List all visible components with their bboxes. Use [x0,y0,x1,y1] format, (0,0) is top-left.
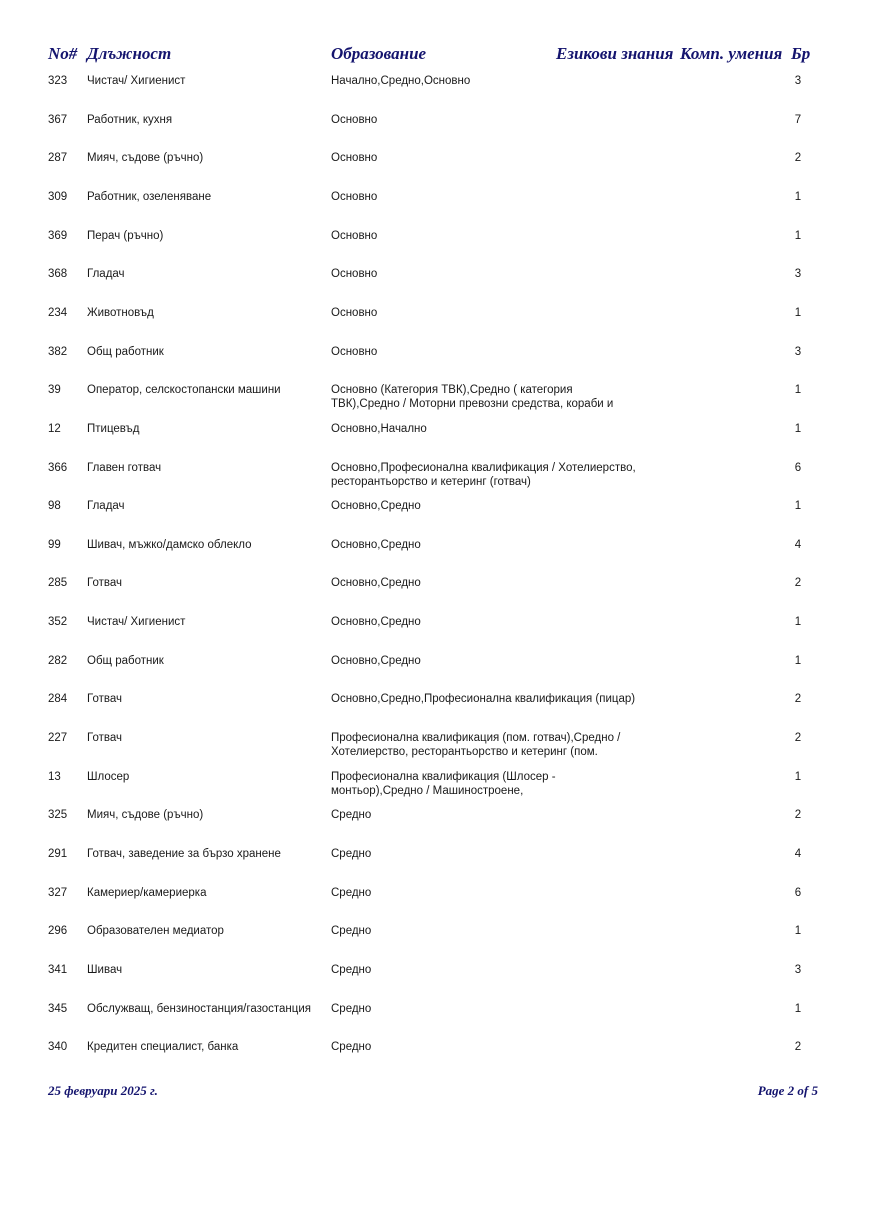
row-count: 2 [794,809,802,822]
row-number: 367 [48,113,68,126]
row-position: Камериер/камериерка [87,886,207,899]
row-education: Основно,Средно [331,500,421,513]
row-count: 1 [794,500,802,513]
table-row [0,422,870,460]
row-position: Чистач/ Хигиенист [87,75,186,87]
row-position: Готвач [87,732,122,745]
row-education: Основно [331,152,378,165]
row-count: 2 [794,152,802,165]
row-number: 282 [48,654,68,667]
row-count: 4 [794,538,802,551]
row-number: 369 [48,229,68,242]
row-number: 345 [48,1002,68,1015]
row-education: Основно [331,113,378,126]
table-row [0,113,870,151]
row-education: Начално,Средно,Основно [331,75,471,87]
row-position: Оператор, селскостопански машини [87,384,281,397]
table-row [0,267,870,305]
header-education: Образование [331,44,427,63]
table-row [0,654,870,692]
row-count: 3 [794,268,802,281]
row-count: 1 [794,229,802,242]
row-position: Готвач [87,577,122,590]
row-position: Общ работник [87,345,164,358]
table-row [0,383,870,421]
row-position: Готвач, заведение за бързо хранене [87,848,281,860]
row-position: Шлосер [87,770,130,783]
row-number: 234 [48,306,68,319]
row-position: Гладач [87,268,125,281]
row-number: 327 [48,886,68,899]
table-row [0,692,870,730]
row-position: Мияч, съдове (ръчно) [87,152,204,165]
row-position: Животновъд [87,306,154,319]
row-number: 291 [48,848,68,860]
row-number: 99 [48,538,61,551]
row-number: 227 [48,732,68,745]
row-education: Средно [331,963,372,976]
row-education: Основно (Категория ТВК),Средно ( категория ТВК),Средно / Моторни превозни средства, кораби и [331,384,614,411]
table-row [0,306,870,344]
row-count: 1 [794,654,802,667]
row-number: 352 [48,616,68,629]
row-count: 1 [794,770,802,783]
row-number: 309 [48,190,68,203]
header-languages: Езикови знания [556,44,674,63]
row-number: 12 [48,422,61,435]
row-education: Основно,Професионална квалификация / Хотелиерство, ресторантьорство и кетеринг (готвач) [331,461,636,488]
table-row [0,499,870,537]
row-position: Шивач [87,963,123,976]
row-count: 1 [794,190,802,203]
row-count: 3 [794,963,802,976]
row-education: Основно [331,268,378,281]
row-education: Основно,Средно [331,654,421,667]
row-education: Основно [331,306,378,319]
row-count: 2 [794,693,802,706]
row-count: 3 [794,75,802,87]
table-row [0,345,870,383]
footer-page-number: Page 2 of 5 [757,1083,818,1098]
row-education: Средно [331,848,372,860]
row-count: 1 [794,422,802,435]
row-position: Гладач [87,500,125,513]
table-row [0,731,870,769]
row-number: 285 [48,577,68,590]
row-number: 368 [48,268,68,281]
row-position: Птицевъд [87,422,140,435]
row-number: 13 [48,770,61,783]
row-position: Готвач [87,693,122,706]
row-position: Работник, озеленяване [87,190,212,203]
row-count: 2 [794,577,802,590]
table-row [0,924,870,962]
row-count: 6 [794,461,802,474]
header-position: Длъжност [87,44,172,63]
row-education: Основно,Средно,Професионална квалификация (пицар) [331,693,636,706]
row-number: 323 [48,75,68,87]
header-no: No# [48,44,78,63]
row-count: 1 [794,925,802,938]
row-count: 7 [794,113,802,126]
row-position: Кредитен специалист, банка [87,1041,239,1054]
table-row [0,963,870,1001]
row-education: Основно,Средно [331,577,421,590]
table-row [0,1002,870,1040]
row-count: 2 [794,1041,802,1054]
table-row [0,770,870,808]
row-education: Основно,Средно [331,538,421,551]
table-row [0,808,870,846]
row-education: Основно,Начално [331,422,427,435]
row-education: Средно [331,886,372,899]
row-number: 287 [48,152,68,165]
row-position: Общ работник [87,654,164,667]
footer-date: 25 февруари 2025 г. [48,1083,158,1098]
row-number: 366 [48,461,68,474]
row-position: Образователен медиатор [87,925,224,938]
row-count: 4 [794,848,802,860]
row-position: Главен готвач [87,461,162,474]
row-education: Професионална квалификация (пом. готвач),Средно / Хотелиерство, ресторантьорство и кетеринг (пом. [331,732,621,759]
table-row [0,1040,870,1078]
row-count: 2 [794,732,802,745]
table-row [0,229,870,267]
row-number: 98 [48,500,61,513]
row-position: Шивач, мъжко/дамско облекло [87,538,252,551]
row-education: Основно,Средно [331,616,421,629]
row-number: 39 [48,384,61,397]
row-education: Средно [331,1002,372,1015]
row-count: 1 [794,384,802,397]
table-row [0,151,870,189]
row-position: Чистач/ Хигиенист [87,616,186,629]
row-count: 1 [794,306,802,319]
table-row [0,74,870,112]
row-position: Мияч, съдове (ръчно) [87,809,204,822]
row-education: Средно [331,809,372,822]
row-education: Средно [331,925,372,938]
row-education: Средно [331,1041,372,1054]
row-number: 284 [48,693,68,706]
row-count: 1 [794,616,802,629]
header-computer-skills: Комп. умения [680,44,783,63]
row-position: Работник, кухня [87,113,173,126]
row-education: Основно [331,229,378,242]
header-count: Бр [791,44,811,63]
table-row [0,576,870,614]
table-row [0,847,870,885]
row-number: 382 [48,345,68,358]
row-number: 341 [48,963,68,976]
row-position: Обслужващ, бензиностанция/газостанция [87,1002,311,1015]
row-count: 3 [794,345,802,358]
table-row [0,615,870,653]
table-row [0,461,870,499]
row-count: 1 [794,1002,802,1015]
row-education: Основно [331,345,378,358]
row-number: 340 [48,1041,68,1054]
table-row [0,538,870,576]
row-education: Професионална квалификация (Шлосер - монтьор),Средно / Машиностроене, [331,770,556,797]
row-education: Основно [331,190,378,203]
row-position: Перач (ръчно) [87,229,164,242]
row-number: 325 [48,809,68,822]
table-row [0,190,870,228]
row-number: 296 [48,925,68,938]
table-row [0,886,870,924]
row-count: 6 [794,886,802,899]
